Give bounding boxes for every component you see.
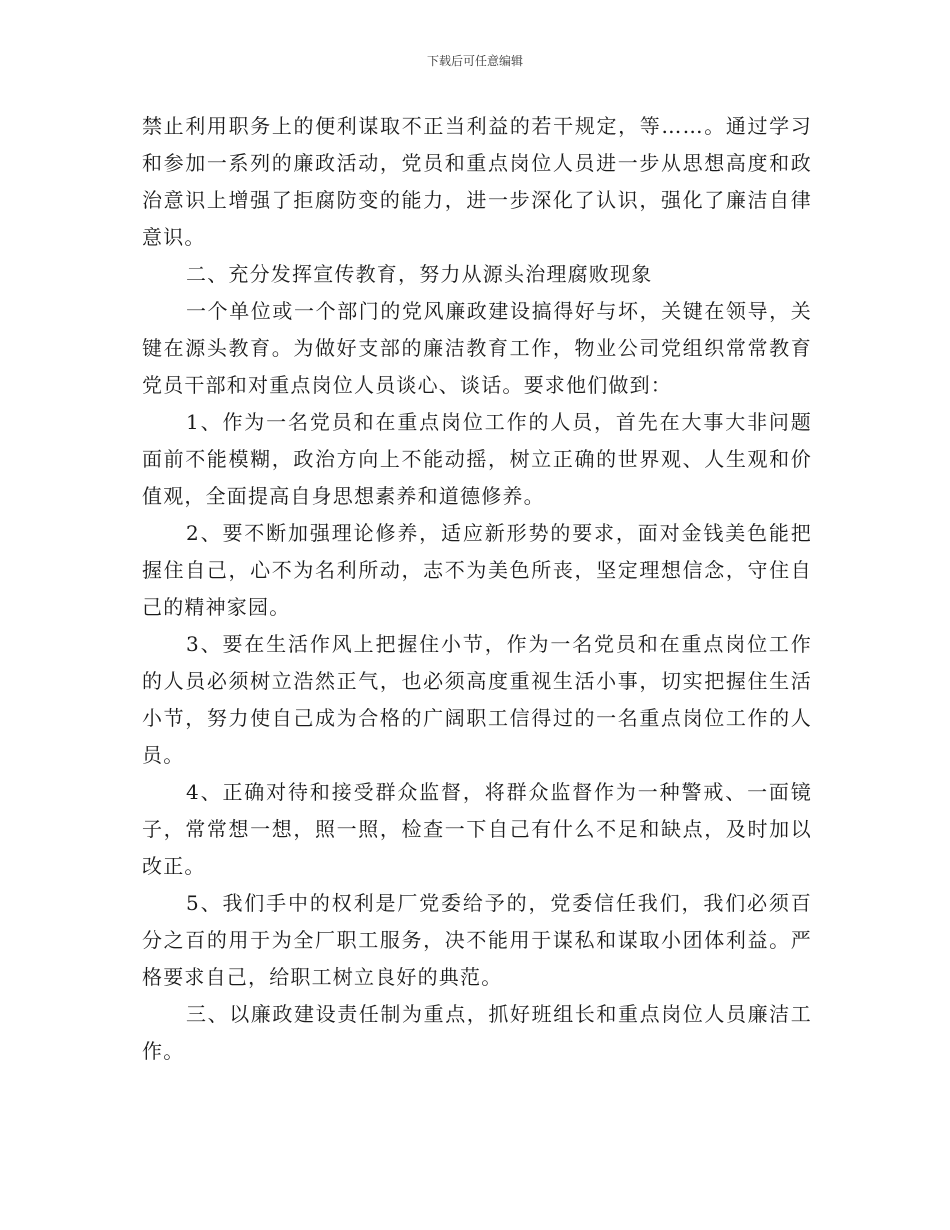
paragraph-intro: 一个单位或一个部门的党风廉政建设搞得好与坏，关键在领导，关键在源头教育。为做好支部的廉洁教育工作，物业公司党组织常常教育党员干部和对重点岗位人员谈心、谈话。要求他们做到： [142,299,812,397]
paragraph-1: 禁止利用职务上的便利谋取不正当利益的若干规定，等……。通过学习和参加一系列的廉政活动，党员和重点岗位人员进一步从思想高度和政治意识上增强了拒腐防变的能力，进一步深化了认识，强化了廉洁自律意识。 [142,114,812,249]
list-item-5: 5、我们手中的权利是厂党委给予的，党委信任我们，我们必须百分之百的用于为全厂职工服务，决不能用于谋私和谋取小团体利益。严格要求自己，给职工树立良好的典范。 [142,891,812,989]
list-item-2: 2、要不断加强理论修养，适应新形势的要求，面对金钱美色能把握住自己，心不为名利所动，志不为美色所丧，坚定理想信念，守住自己的精神家园。 [142,521,812,619]
document-body [142,108,812,1070]
page-header: 下载后可任意编辑 [426,54,523,68]
list-item-4: 4、正确对待和接受群众监督，将群众监督作为一种警戒、一面镜子，常常想一想，照一照，检查一下自己有什么不足和缺点，及时加以改正。 [142,780,812,878]
section-heading-2: 二、充分发挥宣传教育，努力从源头治理腐败现象 [186,262,653,286]
list-item-3: 3、要在生活作风上把握住小节，作为一名党员和在重点岗位工作的人员必须树立浩然正气，也必须高度重视生活小事，切实把握住生活小节，努力使自己成为合格的广阔职工信得过的一名重点岗位工作的人员。 [142,632,812,767]
list-item-1: 1、作为一名党员和在重点岗位工作的人员，首先在大事大非问题面前不能模糊，政治方向上不能动摇，树立正确的世界观、人生观和价值观，全面提高自身思想素养和道德修养。 [142,410,812,508]
section-heading-3: 三、以廉政建设责任制为重点，抓好班组长和重点岗位人员廉洁工作。 [142,1002,812,1063]
